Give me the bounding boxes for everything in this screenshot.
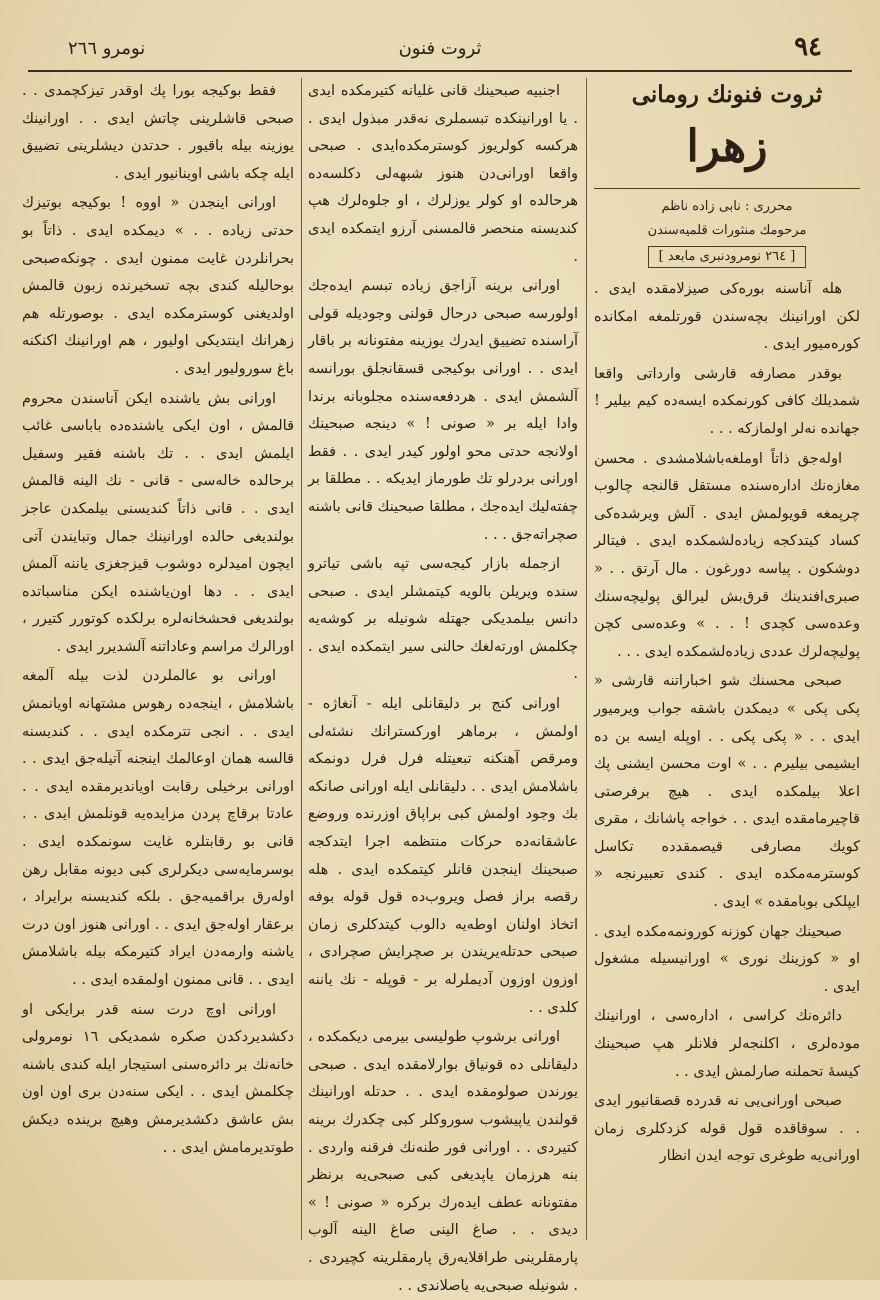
paragraph: بوقدر مصارفه قارشی وارداتی واقعا شمدیلك كافی كورنمكده ایسه‌ده كیم بیلیر ! جهانده نه‌لر اولمازكه . . . (594, 365, 860, 437)
serial-masthead (594, 78, 860, 189)
paragraph: صبحی محسنك شو اخباراتنه قارشی « پكی پكی » دیمكدن باشقه جواب ویرمیور ایدی . . « پكی پكی . . اوپله ایسه بن ده ایشیمی بیلیرم . . » اوت محسن ایشنی پك اعلا بیلمكده ایدی . هیچ برفرصتی قاچیرمامقده ایدی . . خواجه پاشانك ، مقری كویك مصارفی قیصمقدده تكاسل كوسترمه‌مكده ایدی . كندی تعبیرنجه « ایپلكی بوبامقده » ایدی . (594, 673, 860, 911)
page-number: ٩٤ (794, 32, 822, 62)
paragraph: هله آناسنه بوره‌كی صیزلامقده ایدی . لكن اورانینك بچه‌سندن قورتلمغه امكانده كوره‌میور ایدی . (594, 281, 860, 353)
continuation-note: [ ٢٦٤ نومرودنبری مابعد ] (648, 246, 807, 268)
publisher-note: مرحومك منثورات قلمیه‌سندن (647, 223, 807, 238)
series-heading: ثروت فنونك رومانی (631, 81, 823, 108)
paragraph: اورانی بش یاشنده ایكن آناسندن محروم قالمش ، اون ایكی یاشنده‌ده باباسی غائب ایلمش ایدی . . تك باشنه فقیر وسفیل برحالده خاله‌سی - قانی - نك الینه قالمش ایدی . . قانی ذاتاً كندیسنی بیلمكدن عاجز بولندیغی حالده اورانینك جمال وتبایندن آتی ایچون امیدلره دوشوب قیزجغزی یاننه آلمش ایدی . . دها اون‌یاشنده ایكن مناسباتده بولندیغی فحشخانه‌لره برلكده كوتورر كتیرر ، اورالرك مراسم وعاداتنه آلشدیرر ایدی . (22, 390, 294, 655)
paragraph: اورانی كنج بر دلیقانلی ایله - آنغاژه - اولمش ، برماهر اوركسترانك نشئه‌لی ومرقص آهنكنه تبعیتله فرل فرل دونمكه باشلامش ایدی . . دلیقانلی ایله اورانی صانكه بك وجود اولمش كبی براپاق اوزرنده وروضع عاشقانه‌ده حركات منتظمه اجرا ایتدكجه صبحینك اینجدن قانلر كیتمكده ایدی . هله رقصه براز فصل ویروب‌ده قول قوله بوفه اتخاذ اولنان اوطه‌یه دالوب كیتدكلری زمان صبحی حدتله‌یریندن بر صچرایش صچرادی ، اوزون اوزون آدیملرله بر - قوپله - نك یاننه كلدی . . (308, 696, 578, 1016)
author-line: محرری : نابی زاده ناظم (661, 199, 793, 214)
paragraph: اورانی بو عالملردن لذت بیله آلمغه باشلامش ، اینجه‌ده رهوس مشتهانه اویانمش ایدی . . انجی تترمكده ایدی . . كندیسنه قالسه همان اوعالمك اینجنه آتیله‌جق ایدی . . اورانی برخیلی رقابت اویاندیرمقده ایدی . . عادتا برقاچ پردن مزایده‌یه قونلمش ایدی . . قانی بو رقابتلره غایت سونمكده ایدی . بوسرمایه‌سی دیكرلری كبی دیونه مقابل رهن اوله‌رق براقمیه‌جق . بلكه كندیسنه برایراد ، برعقار اوله‌جق ایدی . . اورانی هنوز اون درت یاشنه وارمه‌دن ایراد كتیرمكه بیله باشلامش ایدی . . قانی ممنون اولمقده ایدی . . (22, 668, 294, 988)
column-right (594, 78, 860, 1240)
paragraph: اجنبیه صبحینك قانی غلیانه كتیرمكده ایدی . یا اورانینكده تبسملری نه‌قدر مبذول ایدی . هركسه كولریوز كوسترمكده‌ایدی . صبحی واقعا اورانی‌دن هنوز شبهه‌لی دكلسه‌ده هرحالده او كولر یوزلرك ، او جلوه‌لرك هپ كندیسنه منحصر قالمسنی آرزو ایتمكده ایدی . (308, 83, 578, 265)
issue-number: نومرو ٢٦٦ (68, 38, 146, 59)
column-middle (308, 78, 578, 1294)
column-divider (586, 78, 587, 1240)
paragraph: دائره‌نك كراسی ، اداره‌سی ، اورانینك موده‌لری ، اكلنجه‌لر فلانلر هپ صبحینك كیسهٔ تحملنه صارلمش ایدی . . (594, 1008, 860, 1080)
paragraph: اورانی اوچ درت سنه قدر برایكی او دكشدیردكدن صكره شمدیكی ١٦ نومرولی خانه‌نك بر دائره‌سنی استیجار ایله كندی باشنه چكلمش ایدی . . ایكی سنه‌دن بری اون اون بش عاشق دكشدیرمش وهیچ برینده دیكش طوتدیرمامش ایدی . . (22, 1001, 294, 1156)
paragraph: صبحینك جهان كوزنه كورونمه‌مكده ایدی . او « كوزینك نوری » اورانیسیله مشغول ایدی . (594, 923, 860, 995)
column-left (22, 78, 294, 1240)
journal-title: ثروت فنون (398, 38, 482, 59)
novel-title: زهرا (686, 121, 768, 172)
paragraph: اورانی برینه آزاجق زیاده تبسم ایده‌جك اولورسه صبحی درحال قولنی وجودیله قولی آراسنده تضییق ایدرك یوزینه مفتونانه بر باقار ایدی . . اورانی بوكیجی قسقانجلق بورانسه آلشمش ایدی . هردفعه‌سنده مجلوبانه برندا وادا ایله بر « صونی ! » دینجه صبحینك اولانجه حدتی محو اولور كیدر ایدی . . فقط اورانی بردرلو تك طورماز ایدیكه . . مطلقا بر چفته‌لیك ایده‌جك ، مطلقا صبحینك قانی باشنه صچراته‌جق . . . (308, 278, 578, 543)
paragraph: فقط بوكیجه بورا پك اوقدر تیزكچمدی . . صبحی قاشلرینی چاتش ایدی . . اورانینك یوزینه بیله باقیور . حدتدن دیشلرینی تضییق ایله چكه باشی اوینانیور ایدی . (22, 83, 294, 182)
column-divider (301, 78, 302, 1240)
header-rule (28, 70, 852, 72)
paragraph: ازجمله بازار كیجه‌سی تپه باشی تیاترو سنده ویریلن بالویه كیتمشلر ایدی . صبحی دانس بیلمدیكی جهتله شونیله بر كوشه‌یه چكلمش اورته‌لغك حالنی سیر ایتمكده ایدی . . (308, 556, 578, 683)
paragraph: اورانی برشوپ طولیسی بیرمی دیكمكده ، دلیقانلی ده قونیاق بوارلامقده ایدی . صبحی یورندن صولومقده ایدی . . حدتله اورانینك قولندن یاپیشوب سوروكلر كبی چكدرك برینه كتیردی . . اورانی فور طنه‌نك فرقنه واردی . بنه هرزمان یاپدیغی كبی صبحی‌یه برنظر مفتونانه عطف ایده‌رك بركره « صونی ! » دیدی . . صاغ الینی صاغ الینه آلوب پارمقلرینی طراقلایه‌رق پارمقلرینه كچیردی . . شونیله صبحی‌یه یاصلاندی . . (308, 1029, 578, 1294)
paragraph: اورانی اینجدن « اووه ! بوكیجه بوتیزك حدتی زیاده . . » دیمكده ایدی . ذاتاً بو بحرانلردن غایت ممنون ایدی . چونكه‌صبحی بوحالیله كندی بچه تسخیرنده زبون قالمش اولدیغنی كوسترمكده ایدی . بوصورتله هم زهرانك اینتدیكی اولیور ، هم اورانینك اكنكنه باغ سوروليور ایدی . (22, 195, 294, 377)
page-header (28, 28, 852, 68)
paragraph: صبحی اورانی‌یی نه قدرده قصقانیور ایدی . . سوقاقده قول قوله كزدكلری زمان اورانی‌یه طوغری توجه ایدن انظار (594, 1093, 860, 1165)
paragraph: اوله‌جق ذاتاً اوملغه‌باشلامشدی . محسن مغازه‌نك اداره‌سنده مستقل قالنجه چالوب چرپمغه قویولمش ایدی . آلش ویرشده‌كی كساد كیتدكجه زیاده‌لشمكده ایدی . فیتالر دوشكون . پیاسه دورغون . مال آرتق . . « صبری‌افندینك قرق‌بش لیرالق پولیچه‌سنك وعده‌سی كچدی ! . . » وعده‌سی كچن پولیچه‌لرك عددی زیاده‌لشمكده ایدی . . . (594, 450, 860, 660)
